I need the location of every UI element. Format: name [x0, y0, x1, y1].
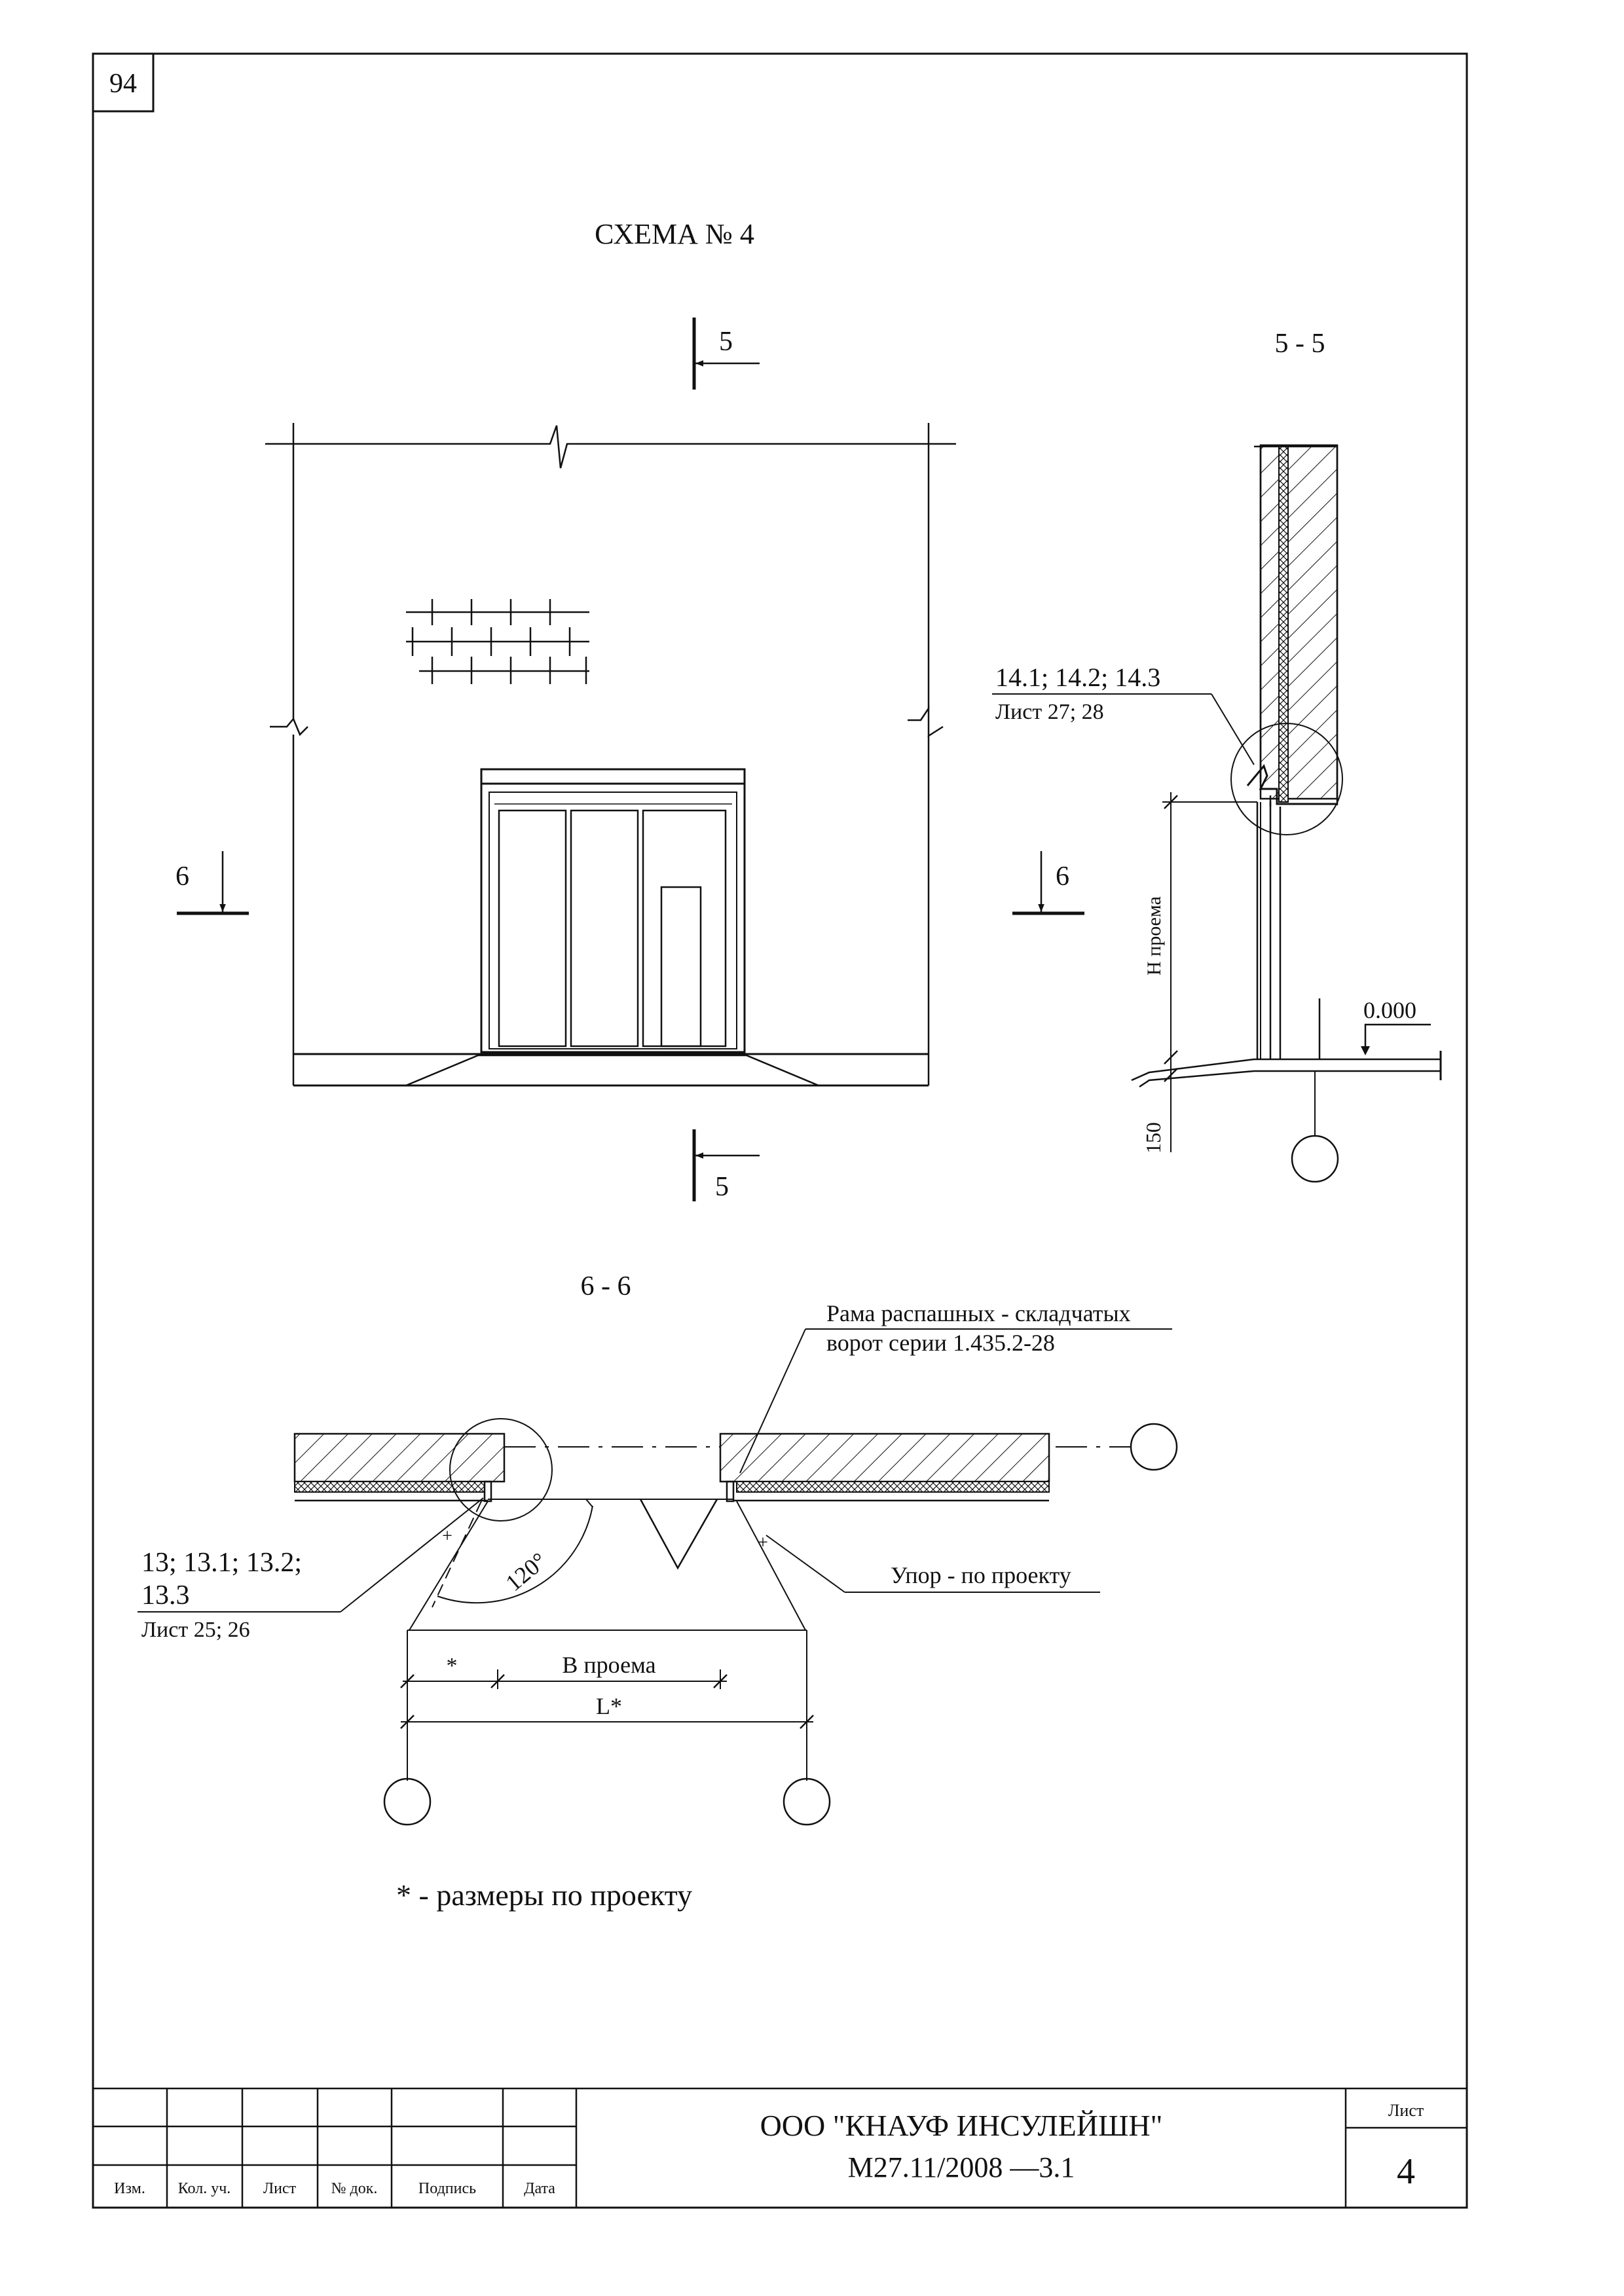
frame-callout-line1: Рама распашных - складчатых	[826, 1300, 1131, 1326]
axis-bubble-left-6-6	[384, 1779, 430, 1825]
wall-right-section	[720, 1434, 1049, 1482]
brick-pattern	[406, 599, 589, 684]
svg-text:+: +	[758, 1533, 768, 1553]
title-col-date: Дата	[524, 2180, 555, 2197]
title-col-list: Лист	[263, 2180, 297, 2197]
frame-callout-line2: ворот серии 1.435.2-28	[826, 1330, 1055, 1356]
section-6-left-label: 6	[175, 862, 189, 892]
insulation-layer	[1279, 445, 1288, 802]
sheet-frame	[93, 54, 1467, 2208]
section-5-5	[992, 329, 1441, 1182]
axis-bubble-right-bottom-6-6	[784, 1779, 830, 1825]
scheme-title: СХЕМА № 4	[595, 218, 754, 250]
dimension-150: 150	[1141, 1122, 1165, 1154]
title-col-doc: № док.	[331, 2180, 378, 2197]
gate-elevation	[481, 769, 745, 1052]
svg-text:+: +	[442, 1526, 452, 1546]
dimension-star: *	[446, 1654, 458, 1678]
section-6-6-title: 6 - 6	[580, 1271, 631, 1302]
axis-bubble-5-5	[1292, 1136, 1338, 1182]
ref-sheets-5-5: Лист 27; 28	[995, 700, 1104, 724]
dimension-opening: В проема	[562, 1652, 656, 1678]
section-6-6	[138, 1271, 1177, 1825]
section-5-5-title: 5 - 5	[1274, 329, 1325, 359]
axis-bubble-right-6-6	[1131, 1424, 1177, 1470]
title-col-izm: Изм.	[114, 2180, 145, 2197]
insulation-right	[737, 1482, 1049, 1492]
wall-section-hatch	[1261, 445, 1337, 799]
level-mark: 0.000	[1363, 997, 1416, 1023]
elevation-view	[175, 318, 1084, 1202]
stop-callout: Упор - по проекту	[891, 1562, 1071, 1588]
dimension-total: L*	[596, 1693, 622, 1719]
company-name: ООО "КНАУФ ИНСУЛЕЙШН"	[760, 2109, 1163, 2142]
insulation-left	[295, 1482, 485, 1492]
ref-numbers-5-5: 14.1; 14.2; 14.3	[995, 663, 1161, 692]
title-col-kol: Кол. уч.	[177, 2180, 231, 2197]
document-code: М27.11/2008 —3.1	[847, 2151, 1075, 2183]
ref-numbers-6-6-line2: 13.3	[141, 1580, 190, 1611]
title-block	[93, 2088, 1467, 2208]
ref-sheets-6-6: Лист 25; 26	[141, 1618, 250, 1642]
title-col-sign: Подпись	[418, 2180, 477, 2197]
section-5-top-label: 5	[719, 327, 733, 357]
sheet-number: 4	[1397, 2151, 1415, 2192]
footnote: * - размеры по проекту	[396, 1878, 693, 1912]
corner-number: 94	[109, 69, 137, 99]
wall-left-section	[295, 1434, 504, 1482]
height-dimension-label: Н проема	[1143, 896, 1165, 975]
section-5-bottom-label: 5	[715, 1172, 729, 1202]
sheet-label: Лист	[1388, 2101, 1424, 2120]
angle-label: 120°	[500, 1547, 552, 1597]
section-6-right-label: 6	[1056, 862, 1069, 892]
ref-numbers-6-6-line1: 13; 13.1; 13.2;	[141, 1548, 303, 1578]
